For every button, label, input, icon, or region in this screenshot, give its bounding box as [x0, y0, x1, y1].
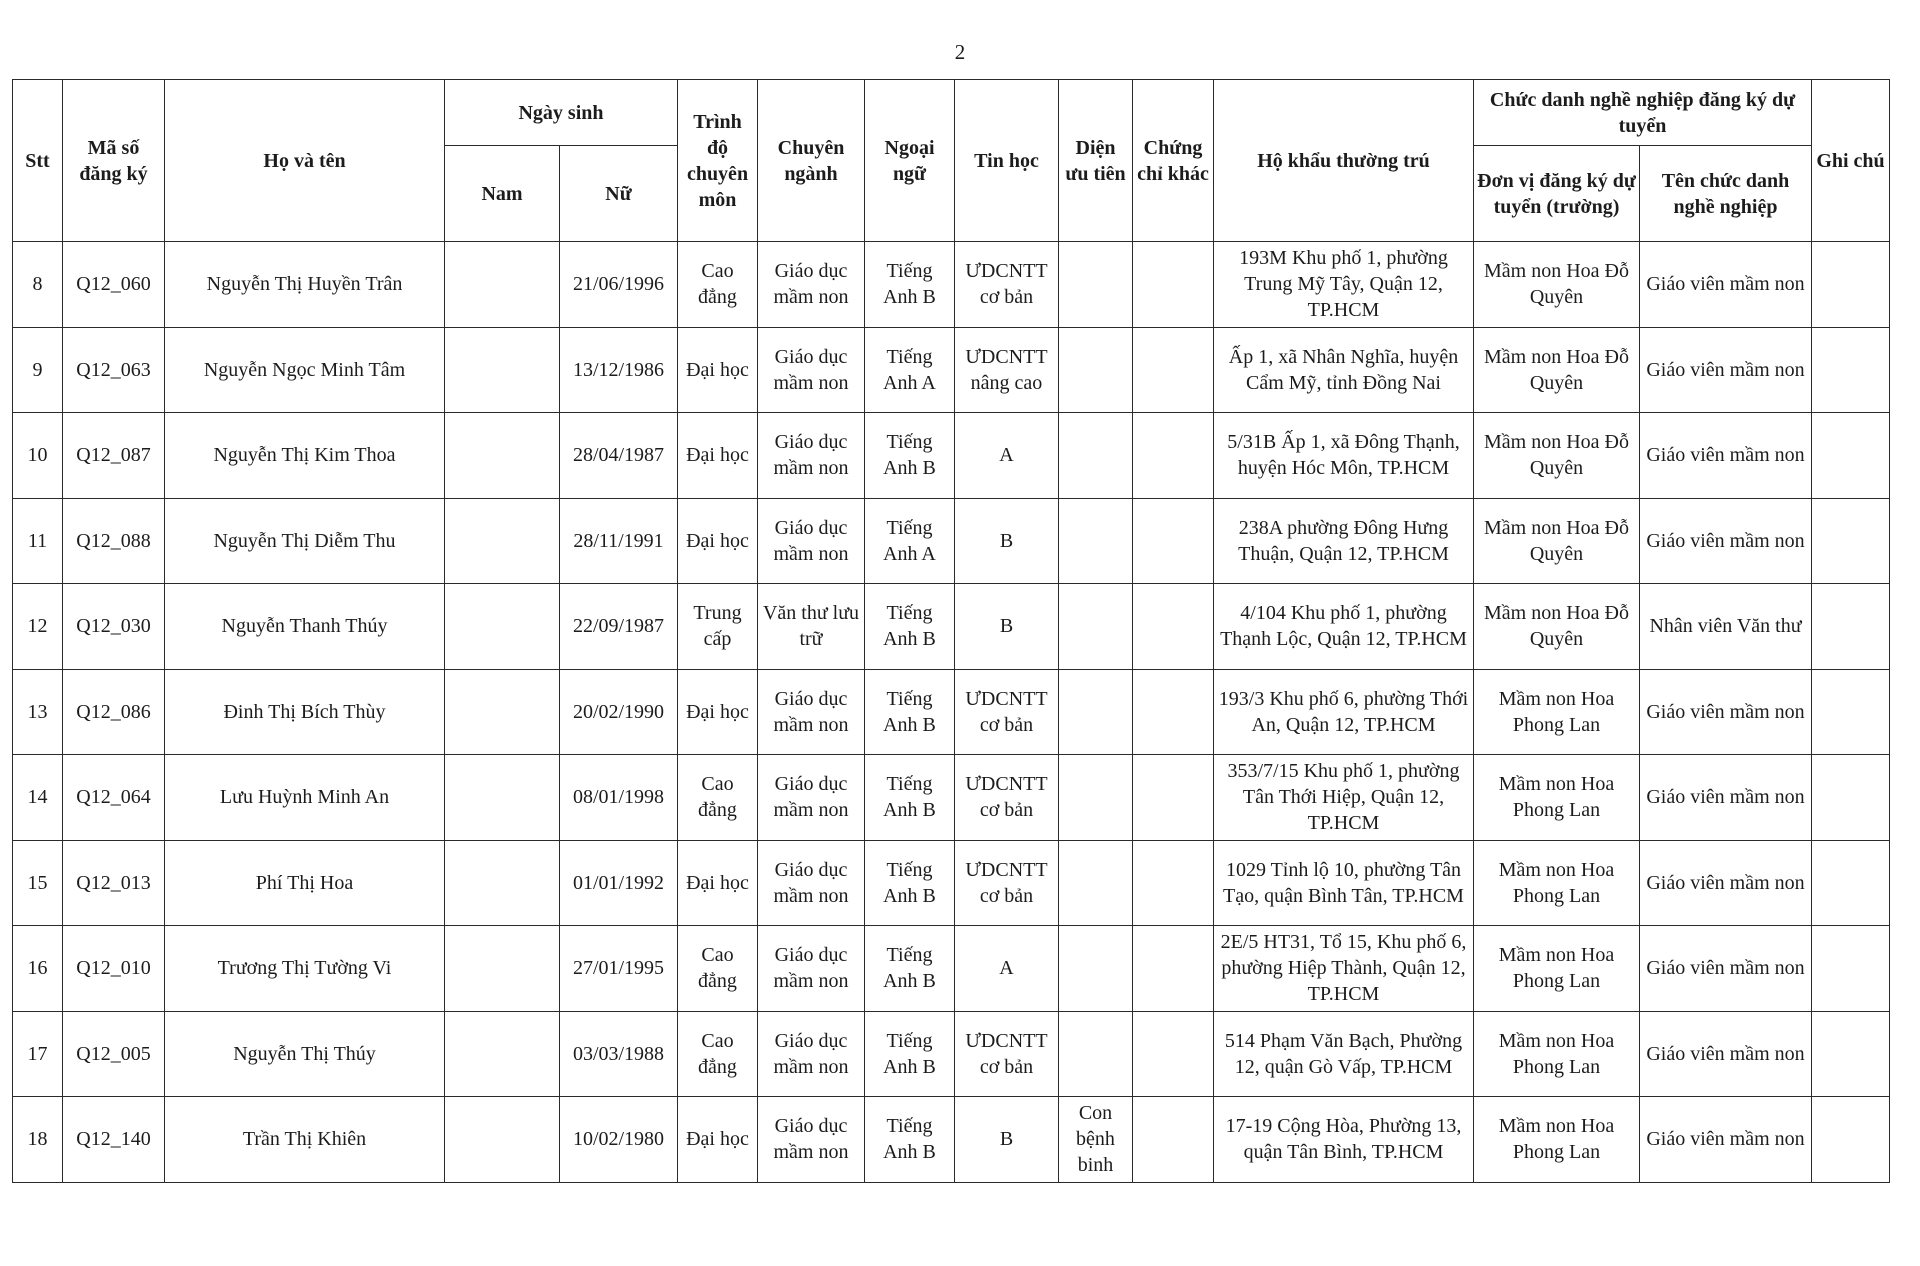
- cell-don-vi: Mầm non Hoa Đỗ Quyên: [1474, 584, 1640, 670]
- header-don-vi: Đơn vị đăng ký dự tuyển (trường): [1474, 146, 1640, 242]
- cell-ho-khau: 2E/5 HT31, Tổ 15, Khu phố 6, phường Hiệp Thành, Quận 12, TP.HCM: [1214, 926, 1474, 1012]
- cell-tin-hoc: ƯDCNTT cơ bản: [955, 755, 1059, 841]
- cell-nam: [445, 327, 560, 413]
- cell-stt: 14: [13, 755, 63, 841]
- cell-ho-khau: 193M Khu phố 1, phường Trung Mỹ Tây, Quận 12, TP.HCM: [1214, 242, 1474, 328]
- cell-nam: [445, 1011, 560, 1097]
- cell-tin-hoc: A: [955, 926, 1059, 1012]
- cell-nu: 28/04/1987: [560, 413, 678, 499]
- cell-stt: 16: [13, 926, 63, 1012]
- cell-nam: [445, 1097, 560, 1183]
- cell-ngoai-ngu: Tiếng Anh B: [865, 413, 955, 499]
- cell-ho-khau: 514 Phạm Văn Bạch, Phường 12, quận Gò Vấp, TP.HCM: [1214, 1011, 1474, 1097]
- cell-ghi-chu: [1812, 669, 1890, 755]
- cell-don-vi: Mầm non Hoa Phong Lan: [1474, 669, 1640, 755]
- table-row: [13, 413, 1890, 499]
- cell-ho-khau: 193/3 Khu phố 6, phường Thới An, Quận 12, TP.HCM: [1214, 669, 1474, 755]
- cell-dien-uu-tien: [1059, 327, 1133, 413]
- table-row: [13, 840, 1890, 926]
- cell-chuyen-nganh: Giáo dục mầm non: [758, 242, 865, 328]
- cell-dien-uu-tien: [1059, 1011, 1133, 1097]
- cell-nu: 20/02/1990: [560, 669, 678, 755]
- cell-nam: [445, 926, 560, 1012]
- cell-dien-uu-tien: [1059, 926, 1133, 1012]
- cell-stt: 8: [13, 242, 63, 328]
- page-number: 2: [954, 40, 966, 64]
- cell-tin-hoc: B: [955, 498, 1059, 584]
- cell-chuyen-nganh: Giáo dục mầm non: [758, 413, 865, 499]
- cell-nu: 10/02/1980: [560, 1097, 678, 1183]
- cell-chung-chi: [1133, 926, 1214, 1012]
- cell-tin-hoc: ƯDCNTT cơ bản: [955, 1011, 1059, 1097]
- table-header: [13, 80, 1890, 242]
- cell-ngoai-ngu: Tiếng Anh B: [865, 840, 955, 926]
- cell-ngoai-ngu: Tiếng Anh B: [865, 755, 955, 841]
- cell-ngoai-ngu: Tiếng Anh B: [865, 669, 955, 755]
- header-ma-so: Mã số đăng ký: [63, 80, 165, 242]
- header-ghi-chu: Ghi chú: [1812, 80, 1890, 242]
- table-body: [13, 242, 1890, 1183]
- cell-ghi-chu: [1812, 498, 1890, 584]
- cell-ghi-chu: [1812, 584, 1890, 670]
- cell-nu: 08/01/1998: [560, 755, 678, 841]
- cell-tin-hoc: ƯDCNTT cơ bản: [955, 242, 1059, 328]
- cell-chuyen-nganh: Giáo dục mầm non: [758, 840, 865, 926]
- table-row: [13, 669, 1890, 755]
- cell-ngoai-ngu: Tiếng Anh A: [865, 498, 955, 584]
- cell-ghi-chu: [1812, 242, 1890, 328]
- cell-dien-uu-tien: [1059, 242, 1133, 328]
- header-trinh-do: Trình độ chuyên môn: [678, 80, 758, 242]
- cell-dien-uu-tien: [1059, 584, 1133, 670]
- cell-trinh-do: Đại học: [678, 498, 758, 584]
- table-row: [13, 327, 1890, 413]
- cell-ma-so: Q12_063: [63, 327, 165, 413]
- cell-trinh-do: Cao đẳng: [678, 755, 758, 841]
- cell-ma-so: Q12_060: [63, 242, 165, 328]
- cell-ho-ten: Trần Thị Khiên: [165, 1097, 445, 1183]
- cell-chung-chi: [1133, 840, 1214, 926]
- cell-ho-khau: 353/7/15 Khu phố 1, phường Tân Thới Hiệp, Quận 12, TP.HCM: [1214, 755, 1474, 841]
- cell-chuyen-nganh: Giáo dục mầm non: [758, 1011, 865, 1097]
- cell-nam: [445, 413, 560, 499]
- cell-stt: 13: [13, 669, 63, 755]
- cell-ten-chuc-danh: Giáo viên mầm non: [1640, 926, 1812, 1012]
- cell-tin-hoc: A: [955, 413, 1059, 499]
- cell-chung-chi: [1133, 669, 1214, 755]
- cell-ho-khau: 5/31B Ấp 1, xã Đông Thạnh, huyện Hóc Môn, TP.HCM: [1214, 413, 1474, 499]
- header-nu: Nữ: [560, 146, 678, 242]
- cell-nu: 28/11/1991: [560, 498, 678, 584]
- cell-nam: [445, 840, 560, 926]
- cell-don-vi: Mầm non Hoa Đỗ Quyên: [1474, 327, 1640, 413]
- cell-nu: 21/06/1996: [560, 242, 678, 328]
- cell-stt: 12: [13, 584, 63, 670]
- cell-ngoai-ngu: Tiếng Anh B: [865, 584, 955, 670]
- header-nam: Nam: [445, 146, 560, 242]
- header-tin-hoc: Tin học: [955, 80, 1059, 242]
- cell-chuyen-nganh: Giáo dục mầm non: [758, 755, 865, 841]
- cell-ho-khau: 1029 Tỉnh lộ 10, phường Tân Tạo, quận Bình Tân, TP.HCM: [1214, 840, 1474, 926]
- cell-don-vi: Mầm non Hoa Phong Lan: [1474, 1011, 1640, 1097]
- cell-chung-chi: [1133, 1097, 1214, 1183]
- cell-chuyen-nganh: Giáo dục mầm non: [758, 1097, 865, 1183]
- table-row: [13, 1097, 1890, 1183]
- cell-dien-uu-tien: [1059, 755, 1133, 841]
- cell-nam: [445, 669, 560, 755]
- cell-ghi-chu: [1812, 840, 1890, 926]
- cell-ho-ten: Nguyễn Thị Kim Thoa: [165, 413, 445, 499]
- cell-ma-so: Q12_088: [63, 498, 165, 584]
- table-row: [13, 926, 1890, 1012]
- cell-chuyen-nganh: Giáo dục mầm non: [758, 498, 865, 584]
- cell-dien-uu-tien: [1059, 498, 1133, 584]
- cell-ho-ten: Nguyễn Thị Huyền Trân: [165, 242, 445, 328]
- cell-ho-ten: Đinh Thị Bích Thùy: [165, 669, 445, 755]
- table-row: [13, 755, 1890, 841]
- cell-ma-so: Q12_030: [63, 584, 165, 670]
- cell-nu: 01/01/1992: [560, 840, 678, 926]
- cell-ma-so: Q12_086: [63, 669, 165, 755]
- cell-ho-ten: Nguyễn Ngọc Minh Tâm: [165, 327, 445, 413]
- cell-ten-chuc-danh: Giáo viên mầm non: [1640, 327, 1812, 413]
- cell-chung-chi: [1133, 755, 1214, 841]
- header-ho-khau: Hộ khẩu thường trú: [1214, 80, 1474, 242]
- cell-ma-so: Q12_087: [63, 413, 165, 499]
- cell-chung-chi: [1133, 584, 1214, 670]
- cell-ten-chuc-danh: Giáo viên mầm non: [1640, 669, 1812, 755]
- cell-chung-chi: [1133, 413, 1214, 499]
- cell-ho-ten: Nguyễn Thị Thúy: [165, 1011, 445, 1097]
- cell-dien-uu-tien: [1059, 669, 1133, 755]
- table-row: [13, 1011, 1890, 1097]
- header-stt: Stt: [13, 80, 63, 242]
- cell-nam: [445, 498, 560, 584]
- cell-tin-hoc: ƯDCNTT cơ bản: [955, 840, 1059, 926]
- cell-ghi-chu: [1812, 1011, 1890, 1097]
- cell-ma-so: Q12_140: [63, 1097, 165, 1183]
- table-row: [13, 584, 1890, 670]
- cell-tin-hoc: ƯDCNTT cơ bản: [955, 669, 1059, 755]
- cell-chung-chi: [1133, 498, 1214, 584]
- cell-ghi-chu: [1812, 413, 1890, 499]
- header-ngay-sinh: Ngày sinh: [445, 80, 678, 146]
- cell-ho-khau: Ấp 1, xã Nhân Nghĩa, huyện Cẩm Mỹ, tỉnh Đồng Nai: [1214, 327, 1474, 413]
- cell-ho-ten: Trương Thị Tường Vi: [165, 926, 445, 1012]
- cell-nam: [445, 755, 560, 841]
- cell-ten-chuc-danh: Giáo viên mầm non: [1640, 840, 1812, 926]
- cell-ngoai-ngu: Tiếng Anh B: [865, 926, 955, 1012]
- cell-ho-ten: Nguyễn Thị Diễm Thu: [165, 498, 445, 584]
- cell-don-vi: Mầm non Hoa Đỗ Quyên: [1474, 498, 1640, 584]
- cell-trinh-do: Cao đẳng: [678, 242, 758, 328]
- header-chuc-danh-group: Chức danh nghề nghiệp đăng ký dự tuyển: [1474, 80, 1812, 146]
- cell-stt: 15: [13, 840, 63, 926]
- cell-ho-ten: Lưu Huỳnh Minh An: [165, 755, 445, 841]
- cell-ten-chuc-danh: Giáo viên mầm non: [1640, 1097, 1812, 1183]
- header-chung-chi: Chứng chỉ khác: [1133, 80, 1214, 242]
- cell-don-vi: Mầm non Hoa Phong Lan: [1474, 1097, 1640, 1183]
- cell-ten-chuc-danh: Nhân viên Văn thư: [1640, 584, 1812, 670]
- cell-ten-chuc-danh: Giáo viên mầm non: [1640, 755, 1812, 841]
- cell-trinh-do: Trung cấp: [678, 584, 758, 670]
- cell-don-vi: Mầm non Hoa Đỗ Quyên: [1474, 242, 1640, 328]
- cell-trinh-do: Đại học: [678, 840, 758, 926]
- cell-trinh-do: Cao đẳng: [678, 926, 758, 1012]
- cell-ghi-chu: [1812, 1097, 1890, 1183]
- table-row: [13, 498, 1890, 584]
- cell-ma-so: Q12_010: [63, 926, 165, 1012]
- cell-trinh-do: Đại học: [678, 669, 758, 755]
- cell-nu: 13/12/1986: [560, 327, 678, 413]
- cell-don-vi: Mầm non Hoa Phong Lan: [1474, 755, 1640, 841]
- cell-ngoai-ngu: Tiếng Anh B: [865, 1011, 955, 1097]
- candidate-table: [12, 79, 1890, 1183]
- cell-don-vi: Mầm non Hoa Phong Lan: [1474, 840, 1640, 926]
- cell-ho-khau: 4/104 Khu phố 1, phường Thạnh Lộc, Quận 12, TP.HCM: [1214, 584, 1474, 670]
- cell-nu: 27/01/1995: [560, 926, 678, 1012]
- cell-stt: 18: [13, 1097, 63, 1183]
- cell-ho-khau: 238A phường Đông Hưng Thuận, Quận 12, TP.HCM: [1214, 498, 1474, 584]
- header-ho-ten: Họ và tên: [165, 80, 445, 242]
- cell-trinh-do: Đại học: [678, 327, 758, 413]
- header-dien-uu-tien: Diện ưu tiên: [1059, 80, 1133, 242]
- header-ten-chuc-danh: Tên chức danh nghề nghiệp: [1640, 146, 1812, 242]
- cell-ho-ten: Nguyễn Thanh Thúy: [165, 584, 445, 670]
- cell-ngoai-ngu: Tiếng Anh B: [865, 1097, 955, 1183]
- cell-nam: [445, 242, 560, 328]
- cell-chung-chi: [1133, 327, 1214, 413]
- header-ngoai-ngu: Ngoại ngữ: [865, 80, 955, 242]
- cell-chung-chi: [1133, 242, 1214, 328]
- cell-chung-chi: [1133, 1011, 1214, 1097]
- cell-stt: 17: [13, 1011, 63, 1097]
- cell-chuyen-nganh: Giáo dục mầm non: [758, 327, 865, 413]
- cell-stt: 9: [13, 327, 63, 413]
- header-chuyen-nganh: Chuyên ngành: [758, 80, 865, 242]
- cell-ngoai-ngu: Tiếng Anh A: [865, 327, 955, 413]
- cell-stt: 10: [13, 413, 63, 499]
- cell-tin-hoc: ƯDCNTT nâng cao: [955, 327, 1059, 413]
- cell-chuyen-nganh: Văn thư lưu trữ: [758, 584, 865, 670]
- cell-trinh-do: Cao đẳng: [678, 1011, 758, 1097]
- cell-ma-so: Q12_064: [63, 755, 165, 841]
- cell-dien-uu-tien: [1059, 840, 1133, 926]
- cell-ghi-chu: [1812, 755, 1890, 841]
- cell-nu: 03/03/1988: [560, 1011, 678, 1097]
- cell-ghi-chu: [1812, 926, 1890, 1012]
- cell-ten-chuc-danh: Giáo viên mầm non: [1640, 242, 1812, 328]
- cell-stt: 11: [13, 498, 63, 584]
- cell-nu: 22/09/1987: [560, 584, 678, 670]
- cell-tin-hoc: B: [955, 584, 1059, 670]
- cell-ho-khau: 17-19 Cộng Hòa, Phường 13, quận Tân Bình, TP.HCM: [1214, 1097, 1474, 1183]
- cell-don-vi: Mầm non Hoa Phong Lan: [1474, 926, 1640, 1012]
- cell-chuyen-nganh: Giáo dục mầm non: [758, 926, 865, 1012]
- cell-dien-uu-tien: Con bệnh binh: [1059, 1097, 1133, 1183]
- cell-ten-chuc-danh: Giáo viên mầm non: [1640, 498, 1812, 584]
- cell-dien-uu-tien: [1059, 413, 1133, 499]
- cell-chuyen-nganh: Giáo dục mầm non: [758, 669, 865, 755]
- table-row: [13, 242, 1890, 328]
- cell-ngoai-ngu: Tiếng Anh B: [865, 242, 955, 328]
- cell-ten-chuc-danh: Giáo viên mầm non: [1640, 413, 1812, 499]
- cell-nam: [445, 584, 560, 670]
- cell-ma-so: Q12_013: [63, 840, 165, 926]
- cell-trinh-do: Đại học: [678, 1097, 758, 1183]
- cell-tin-hoc: B: [955, 1097, 1059, 1183]
- cell-ma-so: Q12_005: [63, 1011, 165, 1097]
- cell-ten-chuc-danh: Giáo viên mầm non: [1640, 1011, 1812, 1097]
- cell-ghi-chu: [1812, 327, 1890, 413]
- cell-trinh-do: Đại học: [678, 413, 758, 499]
- cell-ho-ten: Phí Thị Hoa: [165, 840, 445, 926]
- cell-don-vi: Mầm non Hoa Đỗ Quyên: [1474, 413, 1640, 499]
